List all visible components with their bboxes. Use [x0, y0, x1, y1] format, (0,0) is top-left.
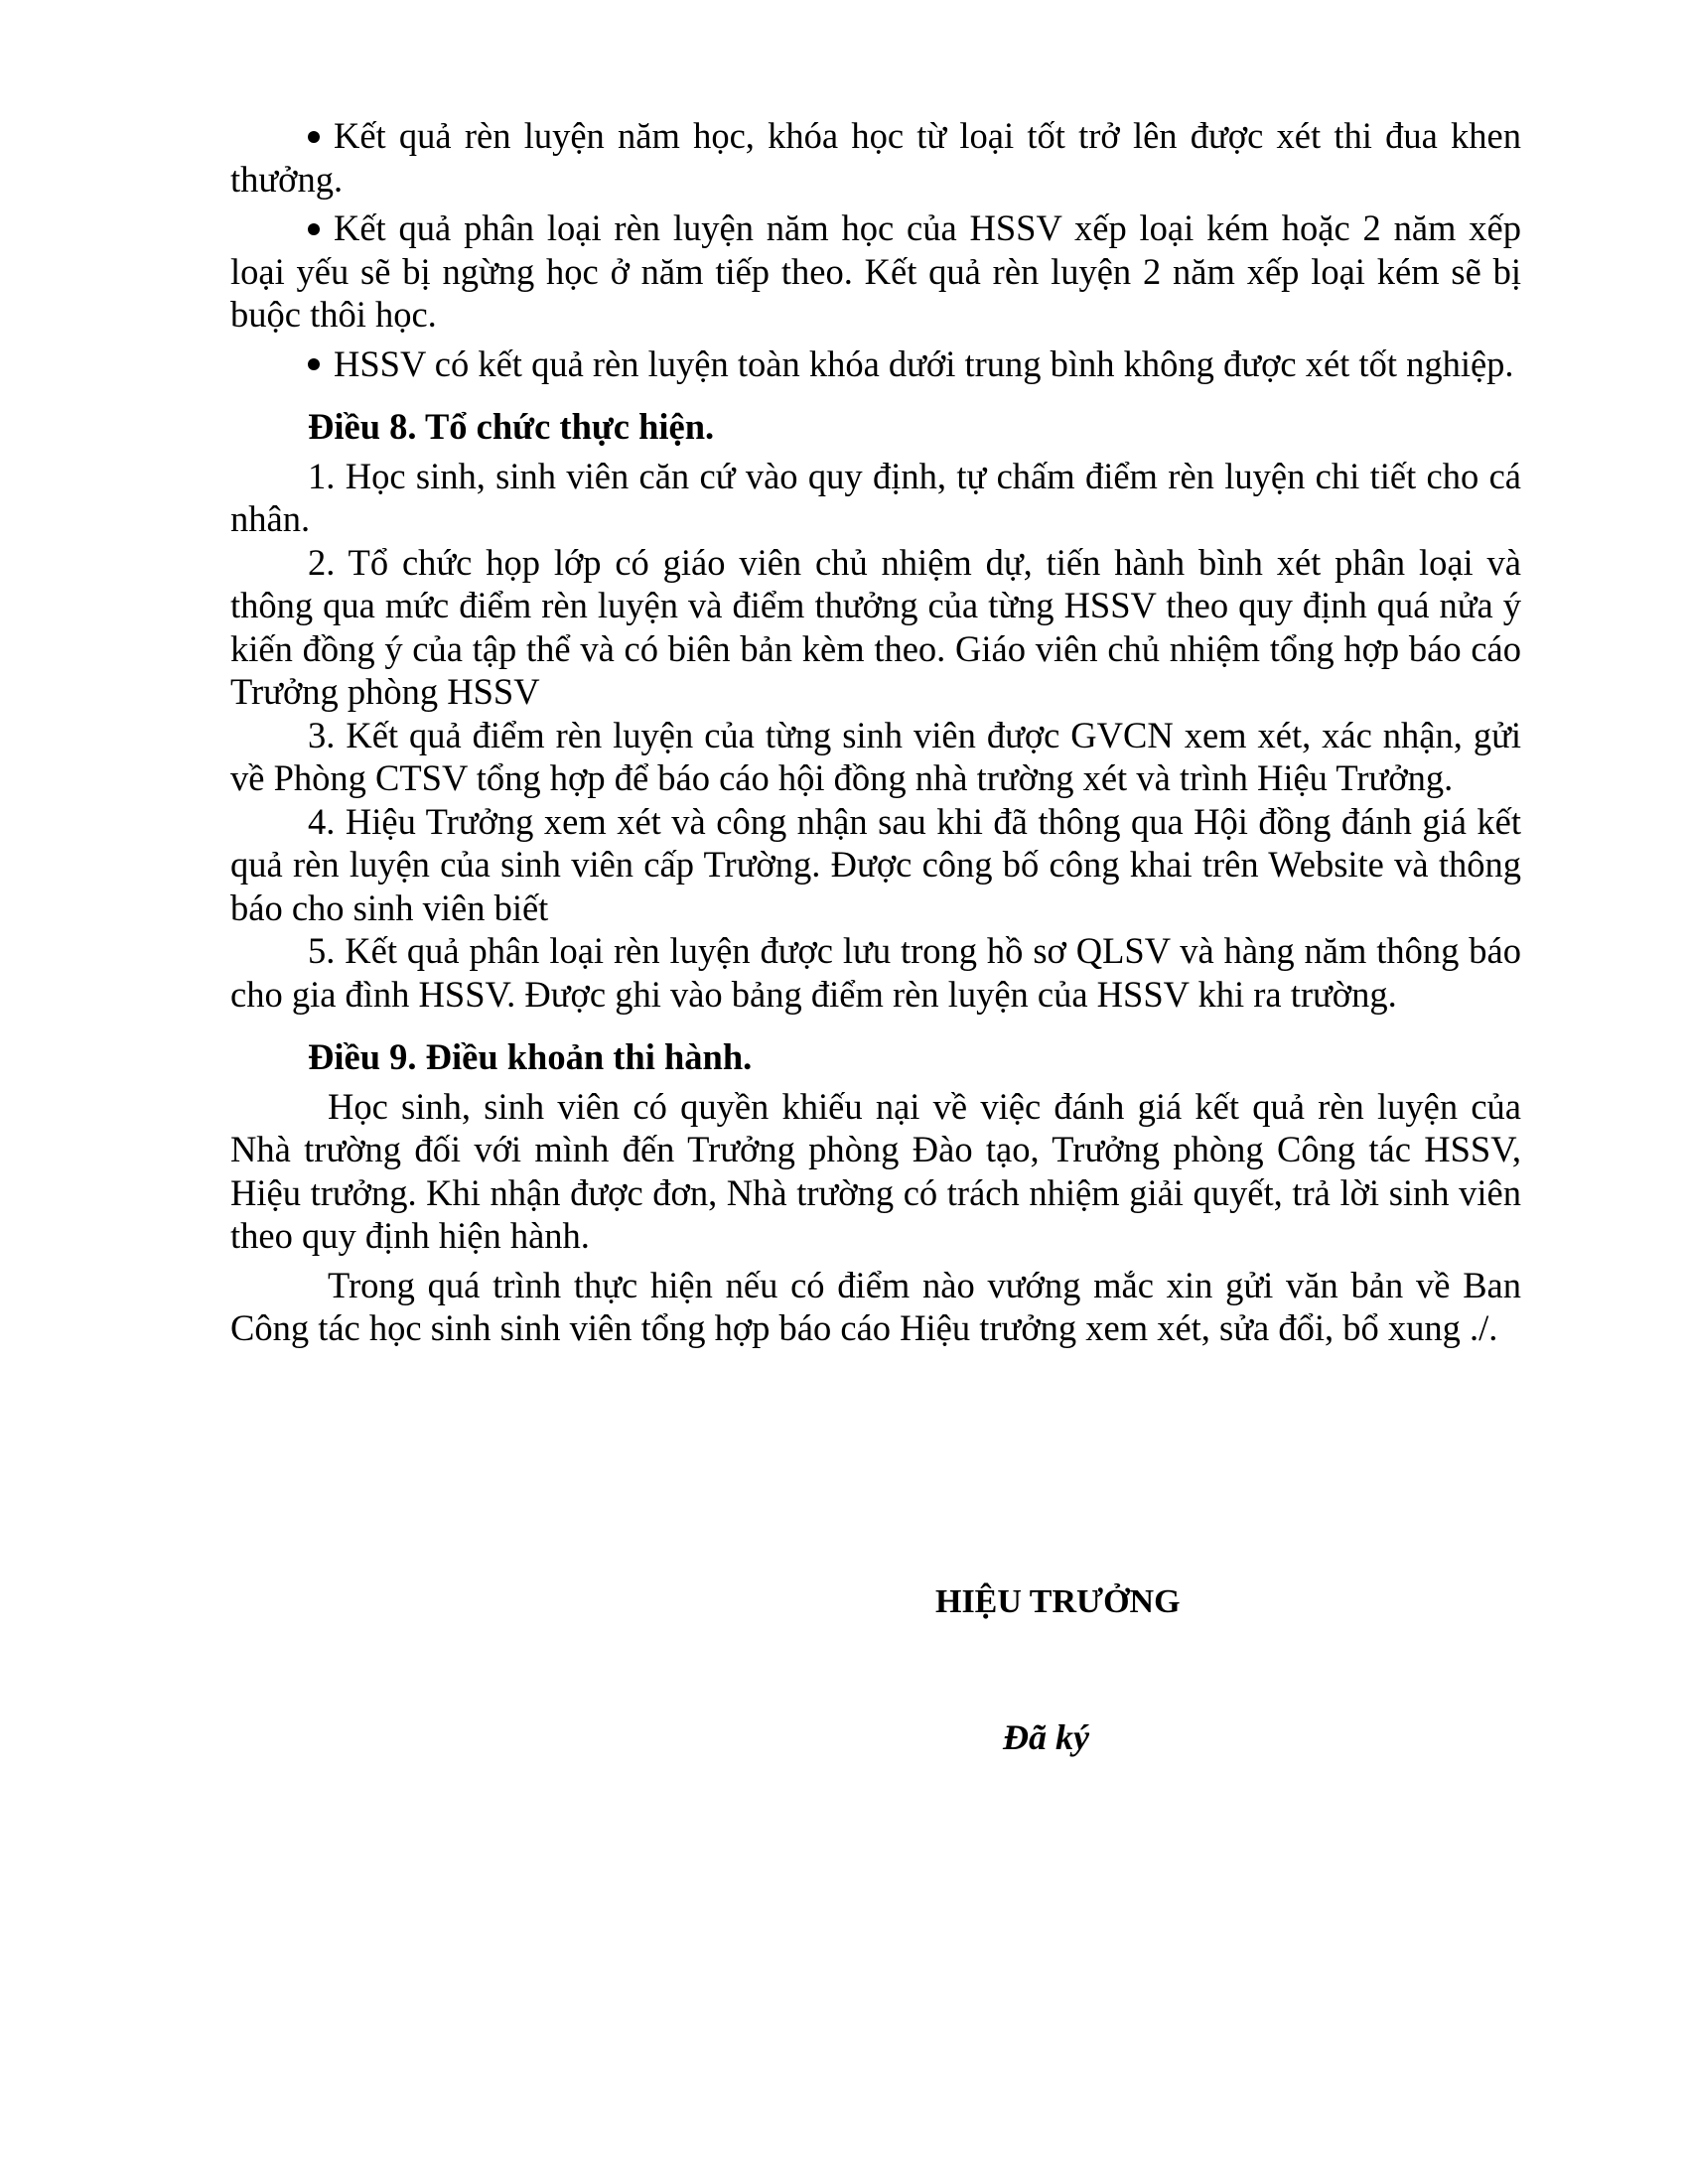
bullet-paragraph-2 [230, 206, 1521, 337]
article-8-heading: Điều 8. Tổ chức thực hiện. [308, 406, 715, 447]
article-8-item-5: 5. Kết quả phân loại rèn luyện được lưu trong hồ sơ QLSV và hàng năm thông báo cho gia đình HSSV. Được ghi vào bảng điểm rèn luyện của HSSV khi ra trường. [230, 930, 1521, 1015]
article-9-paragraph-1: Học sinh, sinh viên có quyền khiếu nại về việc đánh giá kết quả rèn luyện của Nhà trường đối với mình đến Trưởng phòng Đào tạo, Trưởng phòng Công tác HSSV, Hiệu trưởng. Khi nhận được đơn, Nhà trường có trách nhiệm giải quyết, trả lời sinh viên theo quy định hiện hành. [230, 1085, 1521, 1256]
signature-signed-note: Đã ký [1003, 1717, 1089, 1757]
article-8-item-3: 3. Kết quả điểm rèn luyện của từng sinh viên được GVCN xem xét, xác nhận, gửi về Phòng CTSV tổng hợp để báo cáo hội đồng nhà trường xét và trình Hiệu Trưởng. [230, 714, 1521, 798]
bullet-text-1: Kết quả rèn luyện năm học, khóa học từ loại tốt trở lên được xét thi đua khen thưởng. [230, 115, 1521, 200]
bullet-icon [308, 358, 320, 370]
article-9-heading: Điều 9. Điều khoản thi hành. [308, 1036, 753, 1077]
bullet-text-3: HSSV có kết quả rèn luyện toàn khóa dưới trung bình không được xét tốt nghiệp. [334, 342, 1514, 384]
bullet-icon [308, 131, 320, 143]
bullet-icon [308, 223, 320, 235]
bullet-paragraph-1 [230, 114, 1521, 201]
article-9-paragraph-2: Trong quá trình thực hiện nếu có điểm nào vướng mắc xin gửi văn bản về Ban Công tác học sinh sinh viên tổng hợp báo cáo Hiệu trưởng xem xét, sửa đổi, bổ xung ./. [230, 1264, 1521, 1348]
signature-title: HIỆU TRƯỞNG [935, 1583, 1181, 1620]
article-8-item-4: 4. Hiệu Trưởng xem xét và công nhận sau khi đã thông qua Hội đồng đánh giá kết quả rèn luyện của sinh viên cấp Trường. Được công bố công khai trên Website và thông báo cho sinh viên biết [230, 800, 1521, 928]
bullet-paragraph-3 [230, 342, 1521, 386]
bullet-text-2: Kết quả phân loại rèn luyện năm học của HSSV xếp loại kém hoặc 2 năm xếp loại yếu sẽ bị ngừng học ở năm tiếp theo. Kết quả rèn luyện 2 năm xếp loại kém sẽ bị buộc thôi học. [230, 207, 1521, 335]
document-body [230, 114, 1521, 1350]
article-8-item-2: 2. Tổ chức họp lớp có giáo viên chủ nhiệm dự, tiến hành bình xét phân loại và thông qua mức điểm rèn luyện và điểm thưởng của từng HSSV theo quy định quá nửa ý kiến đồng ý của tập thể và có biên bản kèm theo. Giáo viên chủ nhiệm tổng hợp báo cáo Trưởng phòng HSSV [230, 541, 1521, 712]
article-8-item-1: 1. Học sinh, sinh viên căn cứ vào quy định, tự chấm điểm rèn luyện chi tiết cho cá nhân. [230, 455, 1521, 539]
